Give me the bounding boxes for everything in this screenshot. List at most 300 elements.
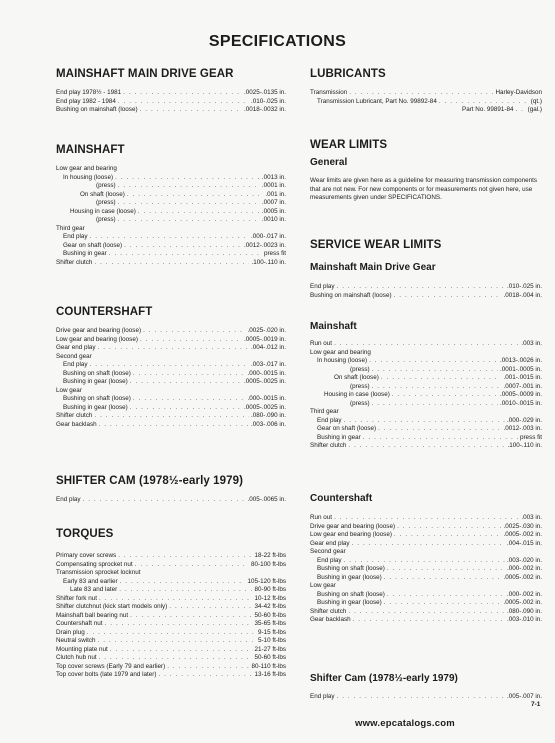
section-subtitle: General bbox=[310, 157, 348, 168]
spec-value: Harley-Davidson bbox=[495, 89, 542, 96]
leader-dots bbox=[127, 191, 264, 200]
spec-label: Bushing in gear bbox=[317, 433, 361, 441]
spec-row bbox=[310, 514, 542, 523]
spec-row bbox=[56, 387, 286, 396]
spec-row bbox=[56, 336, 286, 345]
leader-dots bbox=[118, 98, 249, 107]
leader-dots bbox=[140, 106, 242, 115]
spec-value: .0012-.0023 in. bbox=[243, 241, 286, 249]
spec-row bbox=[56, 496, 286, 505]
section-torques bbox=[56, 527, 286, 680]
spec-label: Drive gear and bearing (loose) bbox=[56, 327, 142, 334]
spec-row bbox=[310, 531, 542, 540]
leader-dots bbox=[394, 531, 502, 540]
leader-dots bbox=[397, 523, 501, 532]
spec-label: Compensating sprocket nut bbox=[56, 560, 133, 568]
spec-label: Top cover bolts (late 1979 and later) bbox=[56, 671, 157, 678]
spec-label: (press) bbox=[350, 399, 370, 407]
spec-value: .003-.006 in. bbox=[250, 420, 286, 428]
spec-value: .000-.017 in. bbox=[250, 233, 286, 240]
spec-value: .010-.025 in. bbox=[506, 283, 542, 290]
spec-label: Bushing in gear (loose) bbox=[63, 378, 128, 385]
spec-value: .003-.010 in. bbox=[506, 616, 542, 623]
spec-label: Early 83 and earlier bbox=[63, 577, 118, 585]
spec-row bbox=[56, 344, 286, 353]
spec-value: .0001 in. bbox=[261, 182, 286, 189]
spec-value: .0025-.020 in. bbox=[247, 327, 286, 334]
spec-row bbox=[310, 523, 542, 532]
leader-dots bbox=[334, 340, 519, 349]
spec-label: End play bbox=[310, 693, 335, 700]
spec-label: Transmission sprocket locknut bbox=[56, 569, 141, 576]
leader-dots bbox=[118, 199, 260, 208]
spec-row bbox=[310, 548, 542, 557]
spec-label: Shifter clutch bbox=[56, 258, 93, 266]
spec-label: Housing in case (loose) bbox=[324, 391, 390, 398]
leader-dots bbox=[381, 374, 502, 383]
leader-dots bbox=[158, 671, 252, 680]
leader-dots bbox=[110, 646, 253, 655]
spec-label: Gear backlash bbox=[56, 420, 97, 428]
spec-value: 50-60 ft-lbs bbox=[254, 654, 286, 661]
spec-rows bbox=[56, 165, 286, 267]
spec-row bbox=[310, 557, 542, 566]
spec-label: Mounting plate nut bbox=[56, 645, 108, 653]
spec-row bbox=[56, 637, 286, 646]
spec-label: Transmission bbox=[310, 89, 348, 96]
spec-label: Late 83 and later bbox=[70, 586, 118, 593]
spec-value: 80-110 ft-lbs bbox=[251, 662, 286, 670]
leader-dots bbox=[98, 344, 249, 353]
spec-label: Bushing on mainshaft (loose) bbox=[56, 106, 138, 113]
spec-label: Drain plug bbox=[56, 628, 85, 636]
spec-value: 34-42 ft-lbs bbox=[254, 603, 286, 610]
spec-label: Gear end play bbox=[310, 539, 350, 547]
leader-dots bbox=[124, 242, 242, 251]
spec-label: Bushing in gear (loose) bbox=[63, 403, 128, 411]
spec-value: .0010 in. bbox=[261, 216, 286, 223]
spec-row bbox=[56, 191, 286, 200]
spec-label: Low gear end bearing (loose) bbox=[310, 531, 392, 538]
spec-value: .0013-.0026 in. bbox=[499, 357, 542, 364]
section-title: MAINSHAFT MAIN DRIVE GEAR bbox=[56, 68, 234, 80]
leader-dots bbox=[99, 654, 253, 663]
section-mainshaft bbox=[56, 143, 286, 267]
leader-dots bbox=[348, 442, 505, 451]
spec-value: (qt.) bbox=[530, 97, 542, 105]
spec-value: .000-.0015 in. bbox=[247, 395, 286, 402]
spec-label: Clutch hub nut bbox=[56, 654, 97, 661]
spec-value: .0005-.002 in. bbox=[503, 599, 542, 606]
subsection-title: Mainshaft Main Drive Gear bbox=[310, 262, 436, 273]
spec-value: 21-27 ft-lbs bbox=[254, 645, 286, 653]
spec-row bbox=[56, 361, 286, 370]
spec-row bbox=[56, 629, 286, 638]
spec-label: Low gear bbox=[56, 386, 82, 394]
spec-row bbox=[310, 574, 542, 583]
page-number: 7-1 bbox=[531, 701, 541, 708]
leader-dots bbox=[167, 663, 249, 672]
spec-value: .0005-.0025 in. bbox=[243, 378, 286, 385]
leader-dots bbox=[105, 620, 253, 629]
leader-dots bbox=[143, 327, 245, 336]
spec-row bbox=[310, 391, 542, 400]
spec-label: Shifter clutchnut (kick start models only) bbox=[56, 603, 168, 610]
spec-value: 18-22 ft-lbs bbox=[254, 552, 286, 559]
spec-value: .0005-.0009 in. bbox=[499, 391, 542, 398]
spec-label: (press) bbox=[350, 382, 370, 390]
leader-dots bbox=[384, 574, 502, 583]
spec-row bbox=[310, 591, 542, 600]
spec-row bbox=[310, 366, 542, 375]
leader-dots bbox=[348, 608, 505, 617]
spec-label: On shaft (loose) bbox=[334, 374, 379, 381]
spec-label: In housing (loose) bbox=[317, 357, 368, 364]
spec-value: .001 in. bbox=[265, 190, 286, 198]
leader-dots bbox=[98, 637, 256, 646]
footer-url[interactable]: www.epcatalogs.com bbox=[355, 718, 455, 729]
spec-value: .004-.015 in. bbox=[506, 539, 542, 547]
spec-value: .0007-.001 in. bbox=[503, 382, 542, 390]
leader-dots bbox=[87, 629, 256, 638]
subsection-countershaft bbox=[310, 492, 542, 625]
spec-row bbox=[56, 395, 286, 404]
spec-value: .0018-.004 in. bbox=[503, 291, 542, 299]
spec-row bbox=[310, 582, 542, 591]
leader-dots bbox=[169, 603, 252, 612]
spec-row bbox=[56, 106, 286, 115]
leader-dots bbox=[130, 612, 252, 621]
spec-rows bbox=[310, 89, 542, 115]
spec-row bbox=[310, 106, 542, 115]
spec-value: 105-120 ft-lbs bbox=[247, 577, 286, 585]
section-title: WEAR LIMITS bbox=[310, 139, 388, 151]
subsection-mainshaft bbox=[310, 320, 542, 451]
spec-row bbox=[310, 89, 542, 98]
spec-label: (press) bbox=[350, 365, 370, 373]
spec-label: Transmission Lubricant, Part No. 99892-84 bbox=[317, 97, 437, 105]
spec-value: .0025-.030 in. bbox=[503, 522, 542, 530]
leader-dots bbox=[344, 557, 505, 566]
spec-row bbox=[310, 693, 542, 702]
leader-dots bbox=[118, 216, 260, 225]
spec-row bbox=[56, 569, 286, 578]
spec-value: 80-90 ft-lbs bbox=[254, 586, 286, 593]
leader-dots bbox=[130, 378, 242, 387]
spec-row bbox=[56, 233, 286, 242]
leader-dots bbox=[115, 174, 260, 183]
section-wear-limits bbox=[310, 138, 542, 203]
leader-dots bbox=[392, 391, 498, 400]
section-lubricants bbox=[310, 67, 542, 115]
spec-value: .0018-.0032 in. bbox=[243, 106, 286, 113]
leader-dots bbox=[133, 370, 246, 379]
spec-label: Gear on shaft (loose) bbox=[63, 241, 123, 249]
spec-label: End play bbox=[317, 416, 342, 424]
spec-label: Bushing in gear (loose) bbox=[317, 599, 382, 606]
spec-value: 5-10 ft-lbs bbox=[258, 637, 286, 644]
leader-dots bbox=[439, 98, 529, 107]
leader-dots bbox=[394, 292, 502, 301]
subsection-title: Shifter Cam (1978½-early 1979) bbox=[310, 673, 458, 684]
spec-label: Low gear and bearing (loose) bbox=[56, 335, 138, 343]
leader-dots bbox=[140, 336, 242, 345]
spec-label: Bushing on shaft (loose) bbox=[63, 395, 131, 402]
spec-value: .004-.012 in. bbox=[250, 344, 286, 351]
spec-row bbox=[56, 378, 286, 387]
spec-label: Gear backlash bbox=[310, 616, 351, 623]
spec-value: .0007 in. bbox=[261, 199, 286, 206]
spec-label: Bushing on mainshaft (loose) bbox=[310, 291, 392, 299]
spec-row bbox=[56, 353, 286, 362]
spec-value: .0005-.002 in. bbox=[503, 531, 542, 538]
spec-value: .0001-.0005 in. bbox=[499, 365, 542, 373]
spec-row bbox=[310, 599, 542, 608]
spec-label: (press) bbox=[96, 199, 116, 206]
spec-rows bbox=[56, 89, 286, 115]
spec-value: (gal.) bbox=[527, 106, 542, 113]
spec-value: .0010-.0015 in. bbox=[499, 399, 542, 407]
spec-row bbox=[310, 442, 542, 451]
leader-dots bbox=[387, 565, 505, 574]
spec-value: 50-60 ft-lbs bbox=[254, 611, 286, 619]
spec-row bbox=[56, 578, 286, 587]
leader-dots bbox=[109, 250, 262, 259]
spec-row bbox=[56, 259, 286, 268]
spec-rows bbox=[310, 693, 542, 702]
spec-label: (press) bbox=[96, 216, 116, 223]
spec-row bbox=[310, 608, 542, 617]
spec-label: Run out bbox=[310, 340, 333, 347]
spec-value: .100-.110 in. bbox=[507, 442, 542, 449]
section-mainshaft-main-drive-gear bbox=[56, 67, 286, 115]
spec-row bbox=[310, 565, 542, 574]
spec-value: press fit bbox=[519, 433, 542, 441]
spec-value: .003-.020 in. bbox=[506, 556, 542, 564]
leader-dots bbox=[349, 89, 493, 98]
section-title: LUBRICANTS bbox=[310, 68, 386, 80]
spec-value: .003-.017 in. bbox=[250, 361, 286, 368]
section-title: TORQUES bbox=[56, 528, 114, 540]
spec-label: Bushing in gear bbox=[63, 250, 107, 257]
spec-row bbox=[310, 434, 542, 443]
page-title: SPECIFICATIONS bbox=[208, 33, 347, 50]
leader-dots bbox=[119, 586, 252, 595]
spec-label: Neutral switch bbox=[56, 637, 96, 644]
spec-value: press fit bbox=[263, 250, 286, 257]
spec-row bbox=[56, 242, 286, 251]
spec-label: Part No. 99891-84 bbox=[462, 106, 514, 113]
spec-value: .005-.007 in. bbox=[506, 693, 542, 700]
section-countershaft bbox=[56, 305, 286, 429]
spec-label: Shifter clutch bbox=[56, 412, 93, 419]
spec-row bbox=[56, 208, 286, 217]
spec-label: Drive gear and bearing (loose) bbox=[310, 522, 396, 530]
leader-dots bbox=[90, 361, 249, 370]
leader-dots bbox=[372, 383, 502, 392]
spec-value: .010-.025 in. bbox=[250, 97, 286, 105]
spec-row bbox=[56, 98, 286, 107]
spec-value: .0005-.0025 in. bbox=[243, 403, 286, 411]
spec-label: End play bbox=[310, 283, 335, 290]
leader-dots bbox=[135, 561, 249, 570]
spec-row bbox=[310, 292, 542, 301]
spec-row bbox=[56, 620, 286, 629]
spec-label: On shaft (loose) bbox=[80, 190, 125, 198]
spec-label: Shifter clutch bbox=[310, 442, 347, 449]
spec-label: Low gear bbox=[310, 582, 336, 589]
spec-value: .100-.110 in. bbox=[251, 258, 286, 266]
subsection-shifter-cam bbox=[310, 672, 542, 702]
spec-value: 9-15 ft-lbs bbox=[258, 628, 286, 636]
spec-row bbox=[56, 663, 286, 672]
subsection-title: Mainshaft bbox=[310, 321, 357, 332]
spec-row bbox=[310, 357, 542, 366]
leader-dots bbox=[334, 514, 519, 523]
leader-dots bbox=[99, 595, 253, 604]
spec-row bbox=[310, 425, 542, 434]
spec-row bbox=[310, 616, 542, 625]
spec-row bbox=[310, 408, 542, 417]
spec-row bbox=[56, 165, 286, 174]
leader-dots bbox=[94, 259, 249, 268]
spec-row bbox=[56, 595, 286, 604]
spec-label: End play bbox=[56, 496, 81, 503]
spec-row bbox=[310, 349, 542, 358]
spec-value: .003 in. bbox=[521, 514, 542, 521]
spec-label: Run out bbox=[310, 514, 333, 521]
spec-label: Primary cover screws bbox=[56, 552, 117, 559]
leader-dots bbox=[118, 182, 260, 191]
spec-row bbox=[56, 174, 286, 183]
spec-value: .000-.002 in. bbox=[506, 590, 542, 598]
leader-dots bbox=[353, 616, 505, 625]
spec-value: .0025-.0135 in. bbox=[243, 89, 286, 96]
leader-dots bbox=[83, 496, 246, 505]
leader-dots bbox=[372, 366, 498, 375]
spec-label: Second gear bbox=[56, 352, 92, 360]
leader-dots bbox=[363, 434, 518, 443]
section-title: SERVICE WEAR LIMITS bbox=[310, 239, 442, 251]
spec-row bbox=[310, 540, 542, 549]
spec-row bbox=[310, 374, 542, 383]
leader-dots bbox=[130, 404, 242, 413]
spec-row bbox=[310, 383, 542, 392]
section-shifter-cam bbox=[56, 474, 286, 505]
spec-row bbox=[56, 603, 286, 612]
spec-row bbox=[56, 89, 286, 98]
leader-dots bbox=[94, 412, 249, 421]
spec-rows bbox=[56, 552, 286, 680]
spec-rows bbox=[310, 283, 542, 300]
section-title: COUNTERSHAFT bbox=[56, 306, 153, 318]
leader-dots bbox=[515, 106, 525, 115]
spec-label: Third gear bbox=[56, 224, 85, 232]
spec-value: .000-.029 in. bbox=[506, 416, 542, 424]
leader-dots bbox=[90, 233, 249, 242]
spec-value: .080-.090 in. bbox=[506, 607, 542, 615]
spec-label: End play 1978½ - 1981 bbox=[56, 89, 122, 96]
spec-label: (press) bbox=[96, 182, 116, 189]
spec-value: .0012-.003 in. bbox=[503, 425, 542, 432]
spec-label: Mainshaft ball bearing nut bbox=[56, 611, 129, 619]
section-service-wear-limits bbox=[310, 238, 542, 300]
spec-row bbox=[56, 412, 286, 421]
leader-dots bbox=[369, 357, 498, 366]
spec-value: .000-.002 in. bbox=[506, 565, 542, 572]
spec-value: 80-100 ft-lbs bbox=[250, 560, 286, 568]
spec-label: End play bbox=[63, 233, 88, 240]
spec-value: 35-65 ft-lbs bbox=[254, 620, 286, 627]
spec-label: Bushing on shaft (loose) bbox=[63, 369, 131, 377]
spec-value: .0005-.002 in. bbox=[503, 573, 542, 581]
spec-label: Bushing in gear (loose) bbox=[317, 573, 382, 581]
section-title: MAINSHAFT bbox=[56, 144, 125, 156]
spec-row bbox=[56, 552, 286, 561]
spec-row bbox=[56, 654, 286, 663]
spec-value: .0005 in. bbox=[261, 207, 286, 215]
spec-row bbox=[56, 216, 286, 225]
spec-value: 13-16 ft-lbs bbox=[254, 671, 286, 678]
spec-row bbox=[56, 182, 286, 191]
spec-row bbox=[310, 340, 542, 349]
leader-dots bbox=[123, 89, 242, 98]
leader-dots bbox=[99, 421, 249, 430]
spec-value: .0005-.0019 in. bbox=[243, 335, 286, 343]
spec-value: .0013 in. bbox=[261, 173, 286, 181]
spec-label: Bushing on shaft (loose) bbox=[317, 565, 385, 572]
spec-label: End play bbox=[317, 556, 342, 564]
spec-row bbox=[56, 561, 286, 570]
spec-row bbox=[56, 404, 286, 413]
leader-dots bbox=[378, 425, 501, 434]
spec-label: End play 1982 - 1984 bbox=[56, 97, 116, 105]
spec-row bbox=[56, 421, 286, 430]
spec-value: .003 in. bbox=[521, 340, 542, 347]
spec-rows bbox=[56, 496, 286, 505]
spec-row bbox=[56, 370, 286, 379]
spec-label: Low gear and bearing bbox=[56, 165, 117, 172]
spec-label: Shifter fork nut bbox=[56, 594, 97, 602]
leader-dots bbox=[337, 693, 505, 702]
leader-dots bbox=[337, 283, 505, 292]
spec-label: Housing in case (loose) bbox=[70, 207, 136, 215]
spec-row bbox=[310, 283, 542, 292]
leader-dots bbox=[120, 578, 246, 587]
spec-label: Shifter clutch bbox=[310, 607, 347, 615]
spec-row bbox=[56, 671, 286, 680]
spec-row bbox=[56, 586, 286, 595]
spec-label: In housing (loose) bbox=[63, 173, 114, 181]
spec-label: Gear end play bbox=[56, 344, 96, 351]
spec-rows bbox=[56, 327, 286, 429]
spec-rows bbox=[310, 514, 542, 625]
spec-row bbox=[310, 417, 542, 426]
subsection-title: Countershaft bbox=[310, 493, 373, 504]
spec-row bbox=[56, 225, 286, 234]
leader-dots bbox=[387, 591, 505, 600]
leader-dots bbox=[138, 208, 260, 217]
leader-dots bbox=[133, 395, 246, 404]
spec-row bbox=[56, 199, 286, 208]
spec-label: Third gear bbox=[310, 408, 339, 415]
leader-dots bbox=[372, 400, 498, 409]
spec-row bbox=[56, 612, 286, 621]
spec-row bbox=[56, 646, 286, 655]
spec-row bbox=[56, 327, 286, 336]
spec-row bbox=[56, 250, 286, 259]
spec-value: 10-12 ft-lbs bbox=[254, 594, 286, 602]
